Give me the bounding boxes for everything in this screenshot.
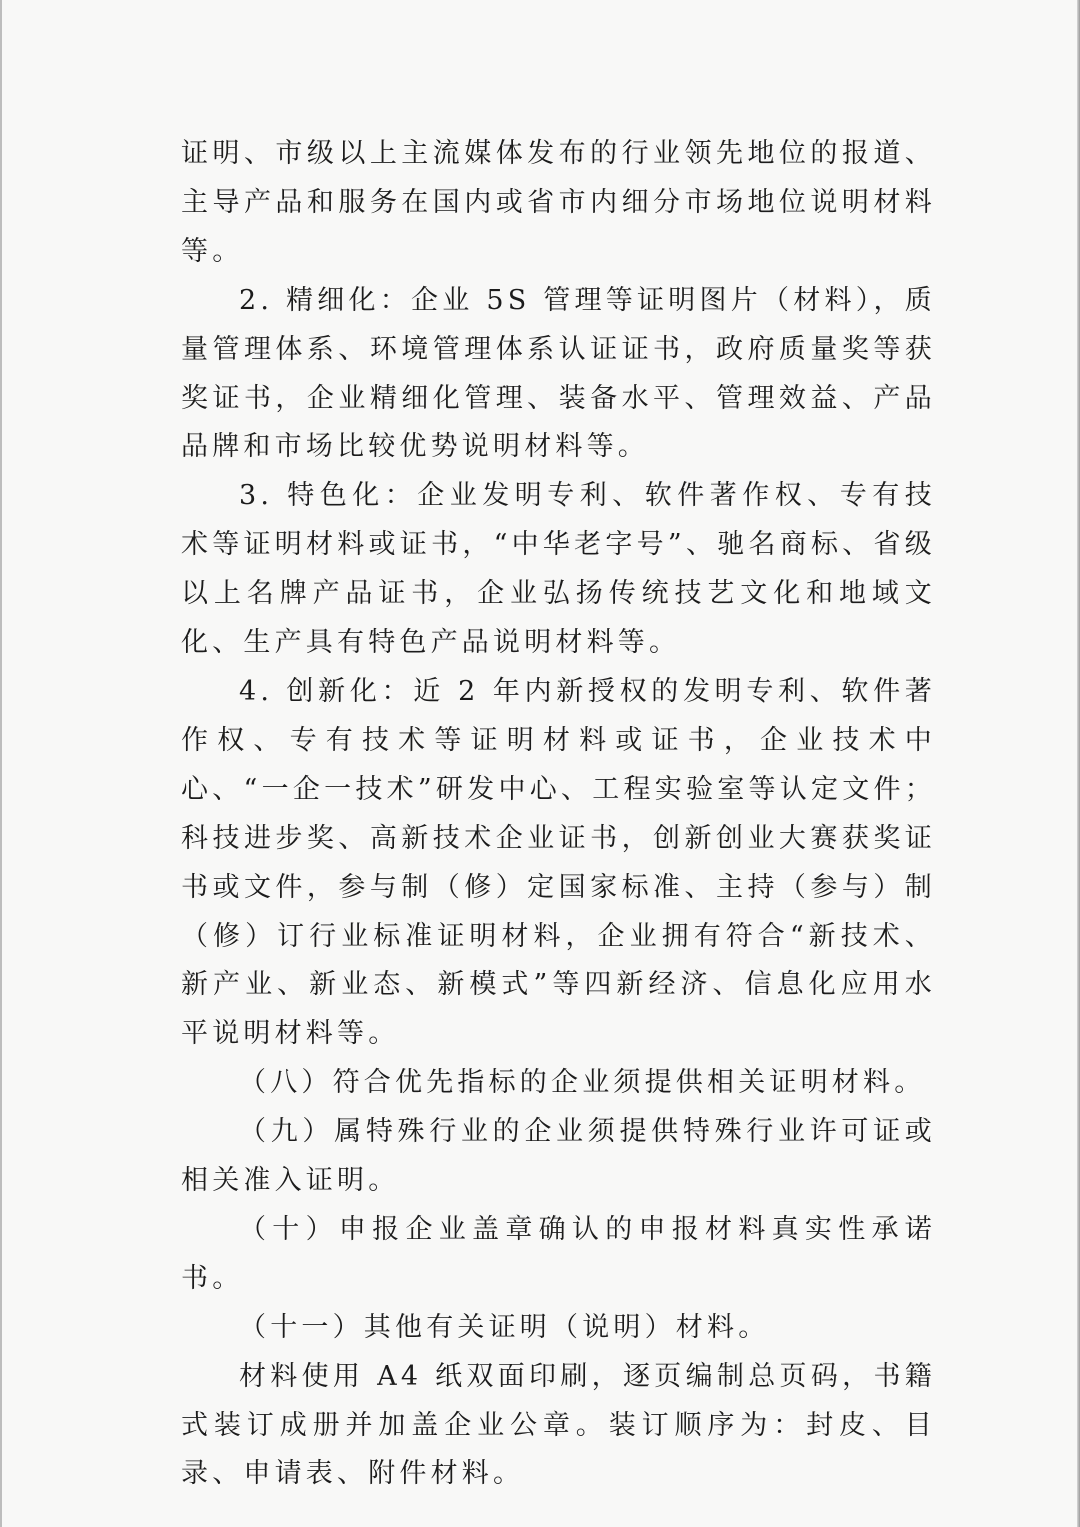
paragraph-specialization: 3. 特色化：企业发明专利、软件著作权、专有技术等证明材料或证书，“中华老字号”、驰名商标、省级以上名牌产品证书，企业弘扬传统技艺文化和地域文化、生产具有特色产品说明材料等。 bbox=[181, 480, 936, 659]
paragraph-item-11: （十一）其他有关证明（说明）材料。 bbox=[239, 1311, 770, 1343]
page-left-edge bbox=[0, 0, 2, 1527]
paragraph-item-9: （九）属特殊行业的企业须提供特殊行业许可证或相关准入证明。 bbox=[181, 1116, 936, 1197]
paragraph-item-10: （十）申报企业盖章确认的申报材料真实性承诺书。 bbox=[181, 1213, 936, 1294]
paragraph-innovation: 4. 创新化：近 2 年内新授权的发明专利、软件著作权、专有技术等证明材料或证书，企业技术中心、“一企一技术”研发中心、工程实验室等认定文件；科技进步奖、高新技术企业证书，创新创业大赛获奖证书或文件，参与制（修）定国家标准、主持（参与）制（修）订行业标准证明材料，企业拥有符合“新技术、新产业、新业态、新模式”等四新经济、信息化应用水平说明材料等。 bbox=[181, 675, 936, 1050]
paragraph-continuation: 证明、市级以上主流媒体发布的行业领先地位的报道、主导产品和服务在国内或省市内细分市场地位说明材料等。 bbox=[181, 138, 936, 267]
document-body bbox=[181, 130, 936, 1499]
paragraph-item-8: （八）符合优先指标的企业须提供相关证明材料。 bbox=[239, 1067, 926, 1099]
paragraph-refinement: 2. 精细化：企业 5S 管理等证明图片（材料），质量管理体系、环境管理体系认证证书，政府质量奖等获奖证书，企业精细化管理、装备水平、管理效益、产品品牌和市场比较优势说明材料等。 bbox=[181, 284, 936, 463]
paragraph-printing-requirements: 材料使用 A4 纸双面印刷，逐页编制总页码，书籍式装订成册并加盖企业公章。装订顺序为：封皮、目录、申请表、附件材料。 bbox=[181, 1360, 936, 1490]
